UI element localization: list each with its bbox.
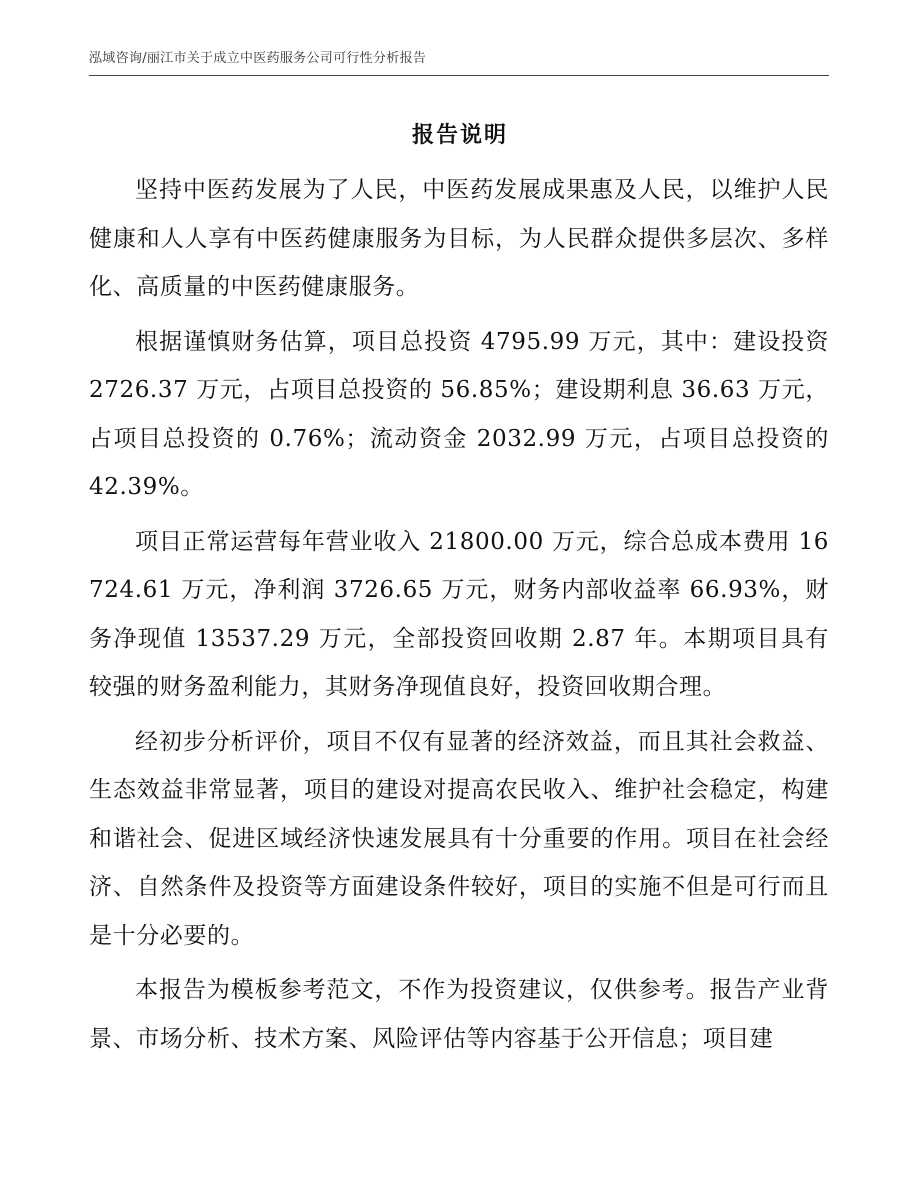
page-title: 报告说明 [411, 123, 508, 148]
paragraph-4: 经初步分析评价，项目不仅有显著的经济效益，而且其社会救益、生态效益非常显著，项目的建设对提高农民收入、维护社会稳定，构建和谐社会、促进区域经济快速发展具有十分重要的作用。项目在社会经济、自然条件及投资等方面建设条件较好，项目的实施不但是可行而且是十分必要的。 [89, 728, 829, 949]
paragraph-3: 项目正常运营每年营业收入 21800.00 万元，综合总成本费用 16724.61 万元，净利润 3726.65 万元，财务内部收益率 66.93%，财务净现值 13537.29 万元，全部投资回收期 2.87 年。本期项目具有较强的财务盈利能力，其财务净现值良好，投资回收期合理。 [89, 528, 829, 700]
paragraph-2: 根据谨慎财务估算，项目总投资 4795.99 万元，其中：建设投资 2726.37 万元，占项目总投资的 56.85%；建设期利息 36.63 万元，占项目总投资的 0.76%；流动资金 2032.99 万元，占项目总投资的 42.39%。 [89, 328, 829, 500]
document-body [89, 166, 829, 1069]
running-header: 泓域咨询/丽江市关于成立中医药服务公司可行性分析报告 [89, 51, 427, 66]
paragraph-1: 坚持中医药发展为了人民，中医药发展成果惠及人民，以维护人民健康和人人享有中医药健康服务为目标，为人民群众提供多层次、多样化、高质量的中医药健康服务。 [89, 177, 829, 300]
paragraph-5: 本报告为模板参考范文，不作为投资建议，仅供参考。报告产业背景、市场分析、技术方案、风险评估等内容基于公开信息；项目建 [89, 977, 829, 1052]
header-divider [89, 75, 829, 76]
